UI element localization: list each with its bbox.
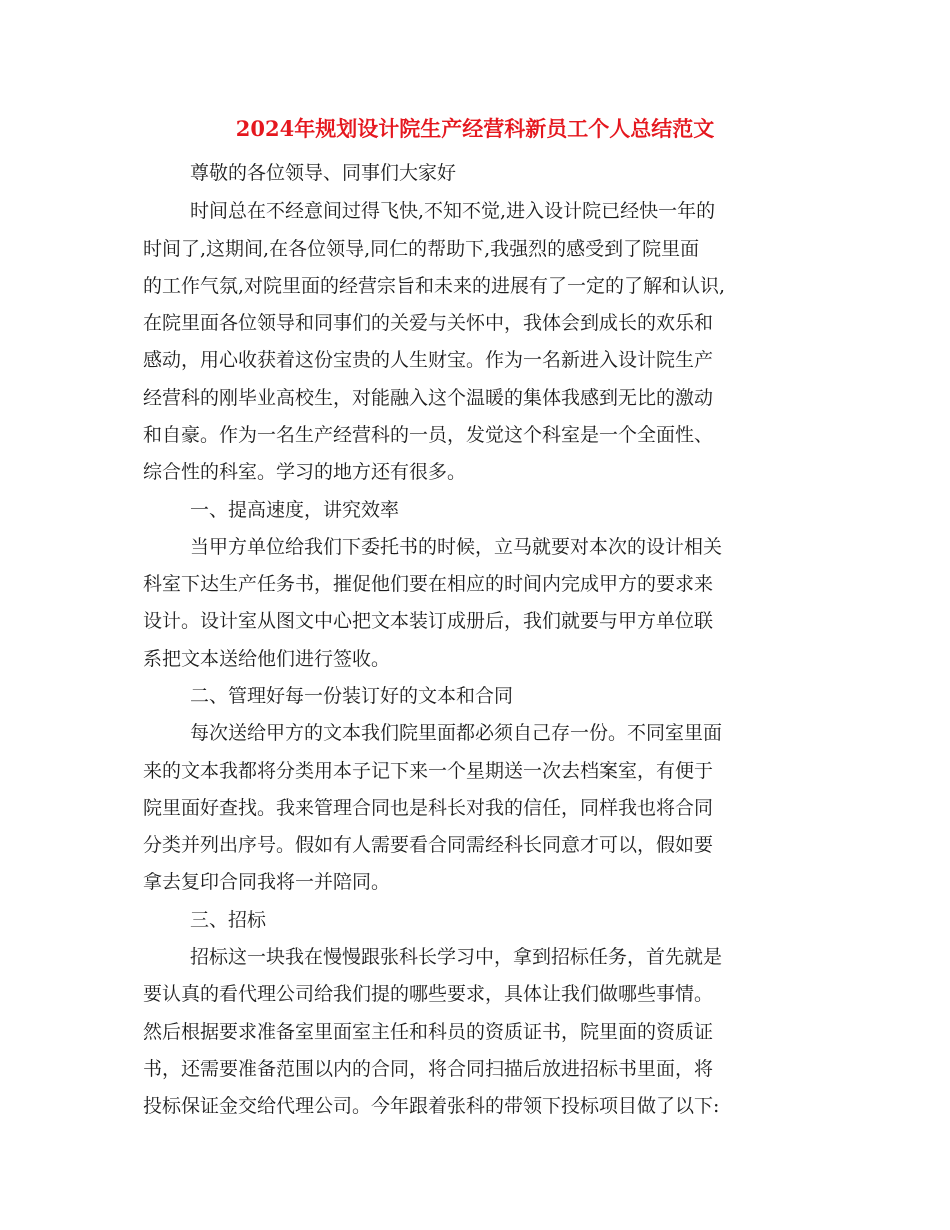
document-title: 2024年规划设计院生产经营科新员工个人总结范文	[235, 116, 715, 141]
paragraph-line: 时间了,这期间,在各位领导,同仁的帮助下,我强烈的感受到了院里面	[143, 238, 700, 260]
paragraph-line: 要认真的看代理公司给我们提的哪些要求，具体让我们做哪些事情。	[143, 983, 714, 1005]
paragraph-line: 当甲方单位给我们下委托书的时候，立马就要对本次的设计相关	[190, 536, 723, 558]
section-heading-1: 一、提高速度，讲究效率	[190, 499, 400, 521]
paragraph-line: 拿去复印合同我将一并陪同。	[143, 871, 391, 893]
paragraph-line: 时间总在不经意间过得飞快,不知不觉,进入设计院已经快一年的	[190, 200, 716, 222]
paragraph-line: 来的文本我都将分类用本子记下来一个星期送一次去档案室，有便于	[143, 760, 714, 782]
paragraph-line: 综合性的科室。学习的地方还有很多。	[143, 461, 467, 483]
section-heading-2: 二、管理好每一份装订好的文本和合同	[190, 685, 514, 707]
paragraph-line: 在院里面各位领导和同事们的关爱与关怀中，我体会到成长的欢乐和	[143, 312, 714, 334]
paragraph-line: 投标保证金交给代理公司。今年跟着张科的带领下投标项目做了以下:	[143, 1095, 720, 1117]
paragraph-line: 和自豪。作为一名生产经营科的一员，发觉这个科室是一个全面性、	[143, 424, 714, 446]
paragraph-line: 设计。设计室从图文中心把文本装订成册后，我们就要与甲方单位联	[143, 610, 714, 632]
paragraph-line: 经营科的刚毕业高校生，对能融入这个温暖的集体我感到无比的激动	[143, 387, 714, 409]
paragraph-line: 科室下达生产任务书，摧促他们要在相应的时间内完成甲方的要求来	[143, 573, 714, 595]
paragraph-line: 院里面好查找。我来管理合同也是科长对我的信任，同样我也将合同	[143, 797, 714, 819]
paragraph-line: 书，还需要准备范围以内的合同，将合同扫描后放进招标书里面，将	[143, 1058, 714, 1080]
section-heading-3: 三、招标	[190, 909, 267, 931]
paragraph-line: 招标这一块我在慢慢跟张科长学习中，拿到招标任务，首先就是	[190, 946, 723, 968]
paragraph-line: 的工作气氛,对院里面的经营宗旨和未来的进展有了一定的了解和认识,	[143, 275, 726, 297]
paragraph-line: 系把文本送给他们进行签收。	[143, 648, 391, 670]
paragraph-greeting: 尊敬的各位领导、同事们大家好	[190, 162, 457, 184]
paragraph-line: 感动，用心收获着这份宝贵的人生财宝。作为一名新进入设计院生产	[143, 349, 714, 371]
paragraph-line: 然后根据要求准备室里面室主任和科员的资质证书，院里面的资质证	[143, 1021, 714, 1043]
paragraph-line: 分类并列出序号。假如有人需要看合同需经科长同意才可以，假如要	[143, 834, 714, 856]
paragraph-line: 每次送给甲方的文本我们院里面都必须自己存一份。不同室里面	[190, 722, 723, 744]
